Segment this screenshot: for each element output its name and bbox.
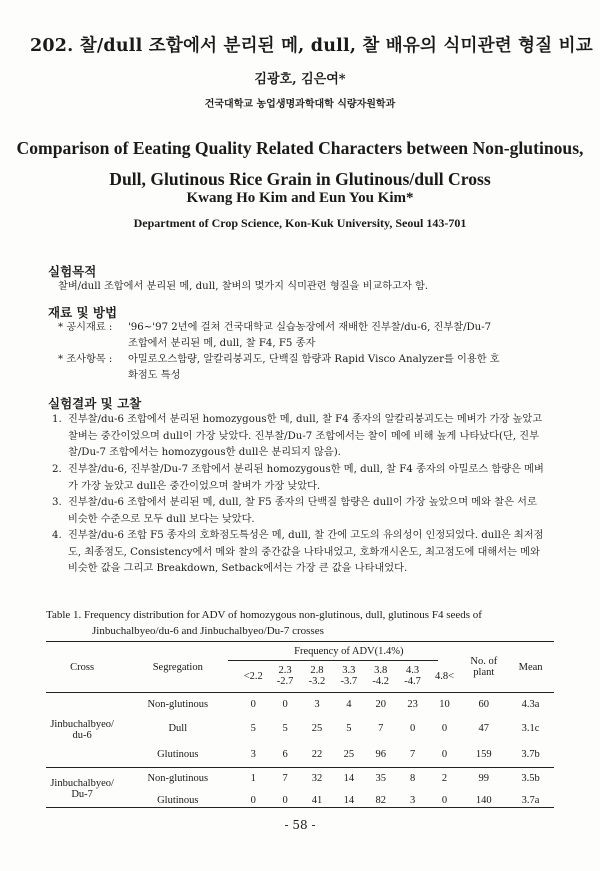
result-2-num: 2. (52, 464, 62, 475)
freq-cell: 7 (378, 723, 384, 734)
bin-header: 2.8 -3.2 (308, 665, 326, 687)
freq-cell: 35 (375, 772, 386, 784)
english-title (0, 133, 600, 195)
freq-cell: 32 (311, 772, 323, 784)
freq-cell: 22 (311, 748, 323, 760)
freq-cell: 0 (441, 723, 448, 734)
plants-cell: 99 (478, 772, 490, 784)
segregation-header: Segregation (152, 661, 203, 673)
freq-cell: 14 (343, 794, 355, 806)
freq-cell: 0 (250, 698, 256, 710)
table-row (46, 789, 554, 811)
english-title-line2: Dull, Glutinous Rice Grain in Glutinous/dull Cross (109, 169, 491, 189)
result-4-text: 진부찰/du-6 조합 F5 종자의 호화점도특성은 메, dull, 찰 간에 고도의 유의성이 인정되었다. dull은 최저점도, 최종점도, Consistency에서 메와 찰의 중간값을 나타내었고, 호화개시온도, 최고점도에 대해서는 메와 비슷한 값을 그리고 Breakdown, Setback에서는 가장 큰 값을 나타내었다. (68, 530, 544, 575)
purpose-heading: 실험목적 (48, 264, 97, 279)
table-row (46, 716, 554, 741)
freq-cell: 10 (439, 698, 450, 710)
freq-cell: 5 (282, 723, 288, 734)
freq-cell: 0 (282, 698, 288, 710)
segregation-cell: Non-glutinous (147, 772, 209, 784)
plants-cell: 47 (478, 723, 490, 734)
english-authors: Kwang Ho Kim and Eun You Kim* (186, 190, 414, 206)
korean-affiliation: 건국대학교 농업생명과학대학 식량자원학과 (204, 99, 396, 110)
bin-header: 4.3 -4.7 (404, 665, 421, 687)
table-row (46, 767, 554, 789)
freq-cell: 5 (346, 723, 352, 734)
frequency-table (46, 642, 554, 811)
freq-cell: 0 (282, 794, 288, 806)
segregation-cell: Non-glutinous (147, 698, 209, 710)
bin-header: 2.3 -2.7 (276, 665, 294, 687)
freq-cell: 3 (250, 748, 256, 760)
freq-cell: 7 (409, 748, 416, 760)
purpose-text: 찰벼/dull 조합에서 분리된 메, dull, 찰벼의 몇가지 식미관련 형질을 비교하고자 함. (58, 281, 429, 292)
survey-label: * 조사항목 : (58, 354, 113, 365)
freq-cell: 2 (441, 772, 448, 784)
english-affiliation: Department of Crop Science, Kon-Kuk University, Seoul 143-701 (133, 216, 467, 230)
table-header-row (46, 642, 554, 660)
plants-cell: 140 (475, 794, 492, 806)
result-2-text: 진부찰/du-6, 진부찰/Du-7 조합에서 분리된 homozygous한 메, dull, 찰 F4 종자의 아밀로스 함량은 메벼가 가장 높았고 dull은 중간이었으며 찰벼가 가장 낮았다. (68, 464, 544, 492)
plants-header: No. of plant (470, 656, 498, 678)
material-line2: 조합에서 분리된 메, dull, 찰 F4, F5 종자 (128, 338, 316, 349)
segregation-cell: Glutinous (157, 748, 199, 760)
freq-cell: 0 (250, 794, 256, 806)
freq-cell: 1 (250, 772, 256, 784)
survey-line1: 아밀로오스함량, 알칼리붕괴도, 단백질 함량과 Rapid Visco Analyzer를 이용한 호 (128, 354, 500, 365)
result-1-num: 1. (52, 414, 62, 425)
result-4-num: 4. (52, 530, 62, 541)
mean-header: Mean (518, 661, 543, 673)
freq-cell: 41 (311, 794, 323, 806)
methods-heading: 재료 및 방법 (48, 305, 118, 320)
freq-cell: 23 (407, 698, 418, 710)
freq-cell: 4 (346, 698, 352, 710)
bin-header: 3.3 -3.7 (340, 665, 358, 687)
result-3-text: 진부찰/du-6 조합에서 분리된 메, dull, 찰 F5 종자의 단백질 함량은 dull이 가장 높았으며 메와 찰은 서로 비슷한 수준으로 모두 dull 보다는 낮았다. (68, 497, 537, 525)
freq-cell: 25 (311, 723, 323, 734)
freq-cell: 0 (441, 794, 448, 806)
mean-cell: 3.1c (521, 723, 540, 734)
mean-cell: 3.7a (521, 794, 540, 806)
freq-cell: 3 (314, 698, 320, 710)
bin-header: <2.2 (243, 670, 263, 682)
material-line1: '96~'97 2년에 걸쳐 건국대학교 실습농장에서 재배한 진부찰/du-6, 진부찰/Du-7 (128, 322, 492, 333)
segregation-cell: Glutinous (157, 794, 199, 806)
freq-cell: 14 (343, 772, 355, 784)
cross-cell: Jinbuchalbyeo/ du-6 (50, 718, 114, 741)
survey-line2: 화점도 특성 (128, 370, 181, 381)
freq-cell: 96 (375, 748, 386, 760)
material-label: * 공시재료 : (58, 322, 113, 333)
freq-cell: 0 (441, 748, 448, 760)
freq-cell: 5 (250, 723, 256, 734)
korean-title: 202. 찰/dull 조합에서 분리된 메, dull, 찰 배유의 식미관련 형질 비교 (30, 36, 593, 56)
result-3-num: 3. (52, 497, 62, 508)
bin-header: 3.8 -4.2 (372, 665, 390, 687)
mean-cell: 3.5b (521, 772, 540, 784)
plants-cell: 60 (478, 698, 490, 710)
freq-cell: 20 (375, 698, 386, 710)
result-1-text: 진부찰/du-6 조합에서 분리된 homozygous한 메, dull, 찰 F4 종자의 알칼리붕괴도는 메벼가 가장 높았고 찰벼는 중간이었으며 dull이 가장 낮았다. 진부찰/Du-7 조합에서는 찰이 메에 비해 높게 나타났다(단, 진부찰/Du-7 조합에서는 homozygous한 dull은 분리되지 않음). (68, 414, 543, 459)
freq-cell: 0 (409, 723, 416, 734)
bin-header: 4.8< (434, 670, 454, 682)
page-number: - 58 - (284, 818, 316, 832)
segregation-cell: Dull (168, 723, 188, 734)
cross-cell: Jinbuchalbyeo/ Du-7 (50, 778, 114, 800)
table-row (46, 692, 554, 716)
freq-cell: 82 (375, 794, 386, 806)
freq-cell: 7 (282, 772, 288, 784)
frequency-header: Frequency of ADV(1.4%) (294, 645, 404, 657)
mean-cell: 3.7b (521, 748, 540, 760)
freq-cell: 6 (282, 748, 288, 760)
mean-cell: 4.3a (521, 698, 540, 710)
freq-cell: 3 (409, 794, 416, 806)
freq-cell: 8 (409, 772, 416, 784)
table-row (46, 741, 554, 767)
table-caption (46, 607, 566, 639)
freq-cell: 25 (343, 748, 355, 760)
korean-authors: 김광호, 김은여* (254, 72, 346, 87)
cross-header: Cross (70, 661, 95, 673)
table-caption-line1: Table 1. Frequency distribution for ADV of homozygous non-glutinous, dull, glutinous F4 seeds of (46, 609, 482, 621)
english-title-line1: Comparison of Eeating Quality Related Characters between Non-glutinous, (16, 138, 584, 158)
table-caption-line2: Jinbuchalbyeo/du-6 and Jinbuchalbyeo/Du-7 crosses (92, 625, 324, 637)
plants-cell: 159 (475, 748, 492, 760)
results-heading: 실험결과 및 고찰 (48, 396, 142, 411)
